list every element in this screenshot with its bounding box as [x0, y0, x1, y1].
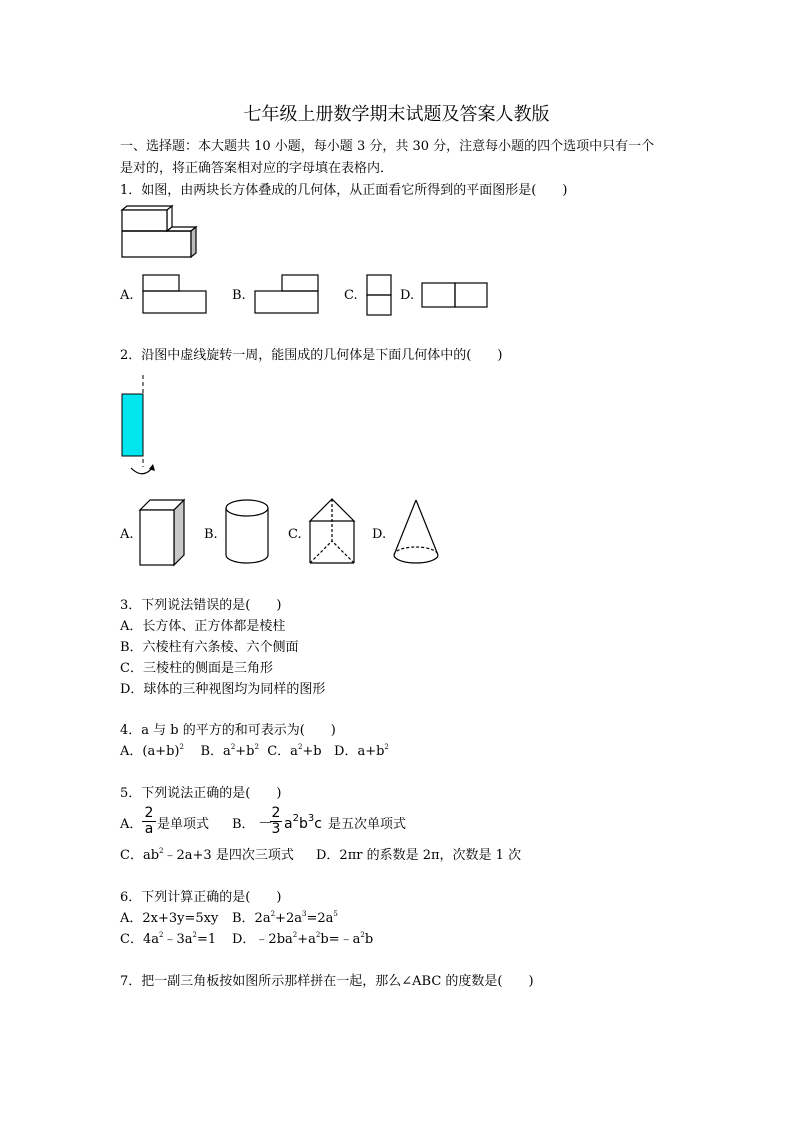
q2-rotation-figure: [115, 372, 165, 487]
q4-option-a: A．$(a+b)^2$: [120, 743, 184, 759]
page-title: 七年级上册数学期末试题及答案人教版: [243, 104, 550, 125]
q3-option-b: B．六棱柱有六条棱、六个侧面: [120, 640, 299, 655]
q2-stem: 2．沿图中虚线旋转一周，能围成的几何体是下面几何体中的( ): [120, 348, 503, 363]
q6-option-b: B．$2a^2+2a^3=2a^5$: [232, 910, 338, 926]
q1-option-d-label: D.: [400, 288, 415, 303]
q4-options: [120, 744, 389, 760]
q5-option-b-monomial: $a^2b^3c$: [284, 813, 322, 832]
q3-option-a: A．长方体、正方体都是棱柱: [120, 619, 286, 634]
q2-option-b-label: B.: [204, 527, 218, 542]
q3-stem: 3．下列说法错误的是( ): [120, 598, 282, 613]
q6-option-d: D．$﹣2ba^2+a^2b=﹣a^2b$: [232, 931, 374, 947]
q1-stem: 1．如图，由两块长方体叠成的几何体，从正面看它所得到的平面图形是( ): [120, 183, 568, 198]
q1-option-a-label: A.: [120, 288, 134, 303]
q5-option-a-label: A．: [120, 817, 143, 832]
q4-option-c: C．$a^2+b$: [267, 743, 322, 759]
q1-solid-figure: [115, 203, 200, 263]
q2-option-a-prism: [136, 497, 191, 569]
q1-option-c-label: C.: [344, 288, 358, 303]
q5-option-b-minus: －: [258, 814, 274, 832]
q2-option-c-triangular-prism: [306, 495, 358, 569]
q5-option-d: D．2πr 的系数是 2π，次数是 1 次: [316, 848, 522, 863]
q2-option-b-cylinder: [222, 497, 274, 569]
q4-stem: 4．a 与 b 的平方的和可表示为( ): [120, 723, 336, 738]
q5-option-b-text: 是五次单项式: [328, 817, 407, 832]
q1-option-a-figure: [140, 272, 210, 316]
q5-option-b-fraction: $\frac{2}{3}$: [271, 805, 281, 837]
q5-stem: 5．下列说法正确的是( ): [120, 786, 282, 801]
q2-option-c-label: C.: [288, 527, 302, 542]
q4-option-b: B．$a^2+b^2$: [200, 743, 259, 759]
q7-stem: 7．把一副三角板按如图所示那样拼在一起，那么∠ABC 的度数是( ): [120, 974, 534, 989]
q1-option-b-label: B.: [232, 288, 246, 303]
q1-option-b-figure: [252, 272, 322, 316]
q4-option-d: D．$a+b^2$: [334, 743, 389, 759]
q5-option-a-fraction: $\frac{2}{a}$: [142, 806, 156, 837]
q6-option-c: C．$4a^2﹣3a^2=1$: [120, 931, 217, 947]
section-intro-line2: 是对的，将正确答案相对应的字母填在表格内．: [120, 161, 394, 176]
q6-stem: 6．下列计算正确的是( ): [120, 890, 282, 905]
q2-option-d-cone: [390, 497, 442, 569]
q1-option-c-figure: [364, 272, 394, 318]
q6-option-a: A．2x+3y=5xy: [120, 911, 219, 926]
section-intro-line1: 一、选择题：本大题共 10 小题，每小题 3 分，共 30 分，注意每小题的四个选项中只有一个: [120, 139, 655, 154]
q5-option-c: C．$ab^2﹣2a+3$ 是四次三项式: [120, 847, 294, 863]
q1-option-d-figure: [419, 280, 491, 310]
q5-option-b-label: B．: [232, 817, 255, 832]
q3-option-c: C．三棱柱的侧面是三角形: [120, 661, 273, 676]
q3-option-d: D．球体的三种视图均为同样的图形: [120, 682, 326, 697]
q5-option-a-text: 是单项式: [157, 817, 210, 832]
q2-option-d-label: D.: [372, 527, 387, 542]
q2-option-a-label: A.: [120, 527, 134, 542]
